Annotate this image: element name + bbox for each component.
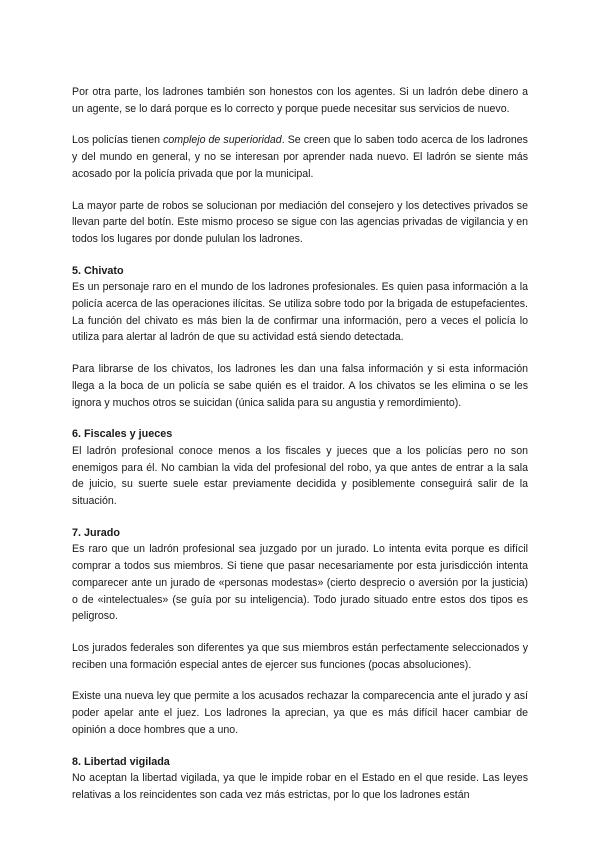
- paragraph-text-after: . Se creen que lo saben todo acerca de los ladrones y del mundo en general, y no se interesan por aprender nada nuevo. El ladrón se siente más acosado por la policía privada que por la municipal.: [72, 134, 528, 180]
- paragraph-jurado-3: Existe una nueva ley que permite a los acusados rechazar la comparecencia ante el jurado y así poder apelar ante el juez. Los ladrones la aprecian, ya que es más difícil hacer cambiar de opinión a doce hombres que a uno.: [72, 690, 528, 736]
- paragraph-text-before: Los policías tienen: [72, 134, 164, 147]
- section-heading-jurado: 7. Jurado: [72, 526, 121, 539]
- paragraph-jurado-2: Los jurados federales son diferentes ya que sus miembros están perfectamente seleccionados y reciben una formación especial antes de ejercer sus funciones (pocas absoluciones).: [72, 641, 528, 671]
- paragraph-ladrones-honestos: Por otra parte, los ladrones también son honestos con los agentes. Si un ladrón debe dinero a un agente, se lo dará porque es lo correcto y porque puede necesitar sus servicios de nuevo.: [72, 86, 528, 115]
- document-page: [72, 84, 528, 804]
- italic-phrase: complejo de superioridad: [163, 134, 282, 147]
- paragraph-complejo-superioridad: [72, 132, 528, 182]
- paragraph-chivato-1: Es un personaje raro en el mundo de los ladrones profesionales. Es quien pasa información a la policía acerca de las operaciones ilícitas. Se utiliza sobre todo por la brigada de estupefacientes. La función del chivato es más bien la de confirmar una información, pero a veces el policía lo utiliza para alertar al ladrón de que su actividad está siendo detectada.: [72, 281, 528, 344]
- section-heading-libertad-vigilada: 8. Libertad vigilada: [72, 755, 170, 768]
- section-heading-fiscales-jueces: 6. Fiscales y jueces: [72, 428, 173, 441]
- paragraph-chivato-2: Para librarse de los chivatos, los ladrones les dan una falsa información y si esta información llega a la boca de un policía se sabe quién es el traidor. A los chivatos se les elimina o se les ignora y muchos otros se suicidan (única salida para su angustia y remordimiento).: [72, 363, 528, 409]
- paragraph-libertad-vigilada: No aceptan la libertad vigilada, ya que le impide robar en el Estado en el que reside. Las leyes relativas a los reincidentes son cada vez más estrictas, por lo que los ladrones están: [72, 772, 528, 801]
- section-heading-chivato: 5. Chivato: [72, 264, 124, 277]
- paragraph-fiscales-jueces: El ladrón profesional conoce menos a los fiscales y jueces que a los policías pero no son enemigos para él. No cambian la vida del profesional del robo, ya que antes de entrar a la sala de juicio, su suerte suele estar previamente decidida y posiblemente conseguirá salir de la situación.: [72, 444, 528, 508]
- paragraph-robos-consejero: La mayor parte de robos se solucionan por mediación del consejero y los detectives privados se llevan parte del botín. Este mismo proceso se sigue con las agencias privadas de vigilancia y en todos los lugares por donde pululan los ladrones.: [72, 199, 528, 245]
- paragraph-jurado-1: Es raro que un ladrón profesional sea juzgado por un jurado. Lo intenta evita porque es difícil comprar a todos sus miembros. Si tiene que pasar necesariamente por esta jurisdicción intenta comparecer ante un jurado de «personas modestas» (cierto desprecio o aversión por la justicia) o de «intelectuales» (se guía por su inteligencia). Todo jurado situado entre estos dos tipos es peligroso.: [72, 543, 528, 623]
